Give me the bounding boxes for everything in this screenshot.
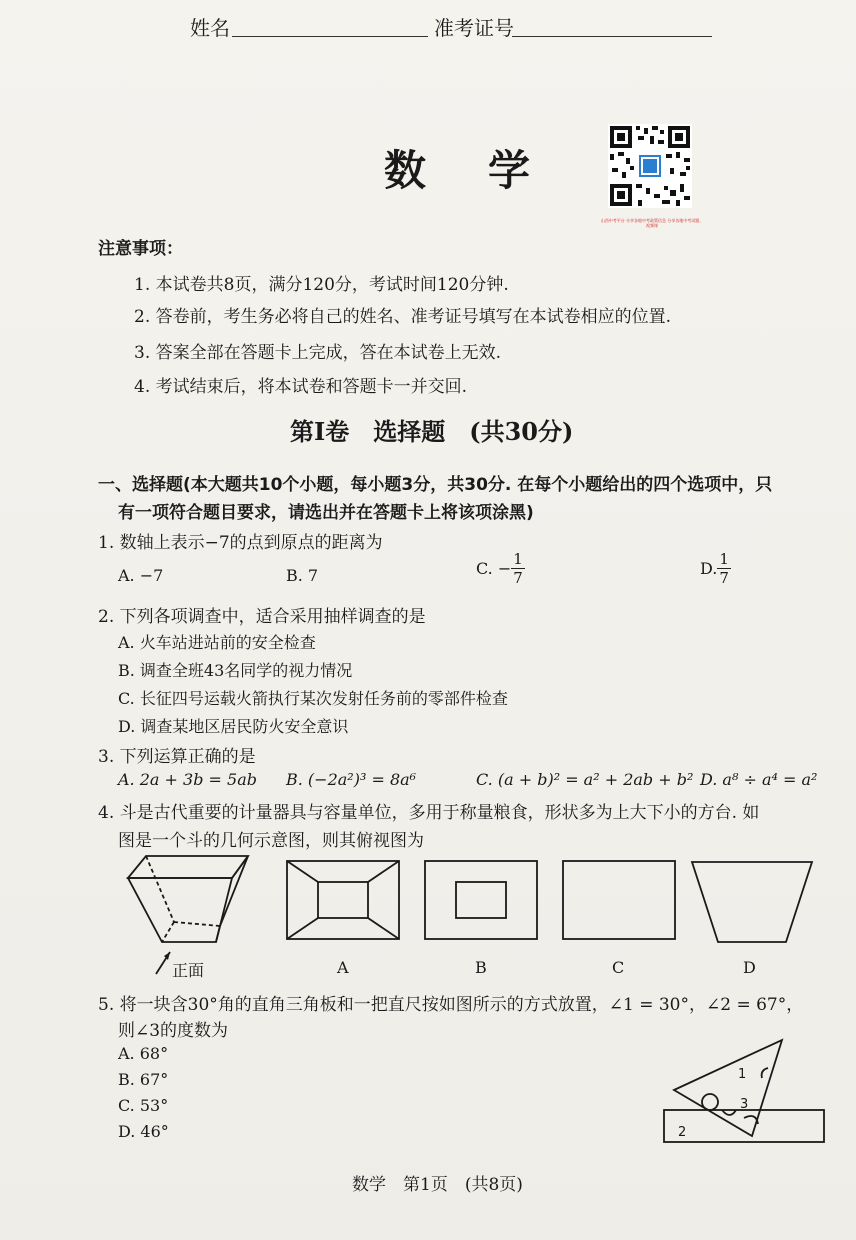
part1-line-1: 一、选择题(本大题共10个小题，每小题3分，共30分. 在每个小题给出的四个选项中，只 [98,475,773,495]
qr-caption: 山西中考平台 分享各地中考政策信息 分享各地中考试题、视频课 [600,218,704,228]
q2-option-d: D. 调查某地区居民防火安全意识 [118,717,349,736]
notice-item-3: 3. 答案全部在答题卡上完成，答在本试卷上无效. [134,343,502,363]
name-label: 姓名 [190,16,230,40]
notice-item-4: 4. 考试结束后，将本试卷和答题卡一并交回. [134,377,468,397]
q2-option-c: C. 长征四号运载火箭执行某次发射任务前的零部件检查 [118,689,508,708]
q4-stem-line-2: 图是一个斗的几何示意图，则其俯视图为 [118,831,424,851]
q4-option-a-figure[interactable] [286,860,400,940]
q1-option-c-fraction [511,550,525,587]
q1-stem: 1. 数轴上表示−7的点到原点的距离为 [98,533,383,553]
q5-option-d: D. 46° [118,1122,169,1141]
angle-3-label: 3 [740,1097,749,1112]
q4-label-c: C [612,958,625,977]
q5-option-a: A. 68° [118,1044,169,1063]
name-field[interactable] [232,36,428,37]
q3-option-d: D. a⁸ ÷ a⁴ = a² [700,770,818,789]
q4-label-d: D [743,958,756,977]
page-title [384,138,536,198]
q3-stem: 3. 下列运算正确的是 [98,747,256,767]
q4-label-b: B [475,958,487,977]
section-title: 第Ⅰ卷 选择题 (共30分) [290,417,574,446]
front-label: 正面 [172,961,205,980]
q4-label-a: A [337,958,349,977]
q2-option-b: B. 调查全班43名同学的视力情况 [118,661,353,680]
frac-numerator: 1 [719,550,729,568]
exam-id-label: 准考证号 [434,16,514,40]
page-footer: 数学 第1页 (共8页) [352,1175,523,1195]
q3-option-a: A. 2a + 3b = 5ab [118,770,257,789]
q5-stem-line-2: 则∠3的度数为 [118,1021,229,1041]
angle-1-label: 1 [738,1067,747,1082]
q3-option-c: C. (a + b)² = a² + 2ab + b² [476,770,694,789]
title-char-1: 数 [384,146,433,195]
q4-option-b-figure[interactable] [424,860,538,940]
part1-line-2: 有一项符合题目要求，请选出并在答题卡上将该项涂黑) [118,503,534,523]
frac-denominator: 7 [513,569,523,587]
q5-stem-line-1: 5. 将一块含30°角的直角三角板和一把直尺按如图所示的方式放置，∠1 = 30°，∠2 = 67°， [98,995,804,1015]
q2-stem: 2. 下列各项调查中，适合采用抽样调查的是 [98,607,426,627]
exam-id-field[interactable] [512,36,712,37]
q1-option-a: A. −7 [118,566,164,585]
q3-option-b: B. (−2a²)³ = 8a⁶ [286,770,417,789]
q1-option-b: B. 7 [286,566,319,585]
notice-heading: 注意事项： [98,239,183,259]
q1-option-d-fraction [717,550,731,587]
q2-option-a: A. 火车站进站前的安全检查 [118,633,316,652]
qr-code-icon [608,124,692,208]
q4-stem-line-1: 4. 斗是古代重要的计量器具与容量单位，多用于称量粮食，形状多为上大下小的方台. 如 [98,803,760,823]
angle-2-label: 2 [678,1125,687,1140]
q5-figure [660,1036,830,1146]
q1-option-d [700,550,731,587]
notice-item-2: 2. 答卷前，考生务必将自己的姓名、准考证号填写在本试卷相应的位置. [134,307,672,327]
q4-option-c-figure[interactable] [562,860,676,940]
q1-option-d-prefix: D. [700,559,718,578]
q1-option-c-prefix: C. − [476,559,512,578]
frac-numerator: 1 [513,550,523,568]
q4-option-d-figure[interactable] [690,860,814,944]
frac-denominator: 7 [719,569,729,587]
title-char-2: 学 [488,146,537,195]
q1-option-c [476,550,525,587]
q5-option-b: B. 67° [118,1070,169,1089]
notice-item-1: 1. 本试卷共8页，满分120分，考试时间120分钟. [134,275,509,295]
q5-option-c: C. 53° [118,1096,169,1115]
